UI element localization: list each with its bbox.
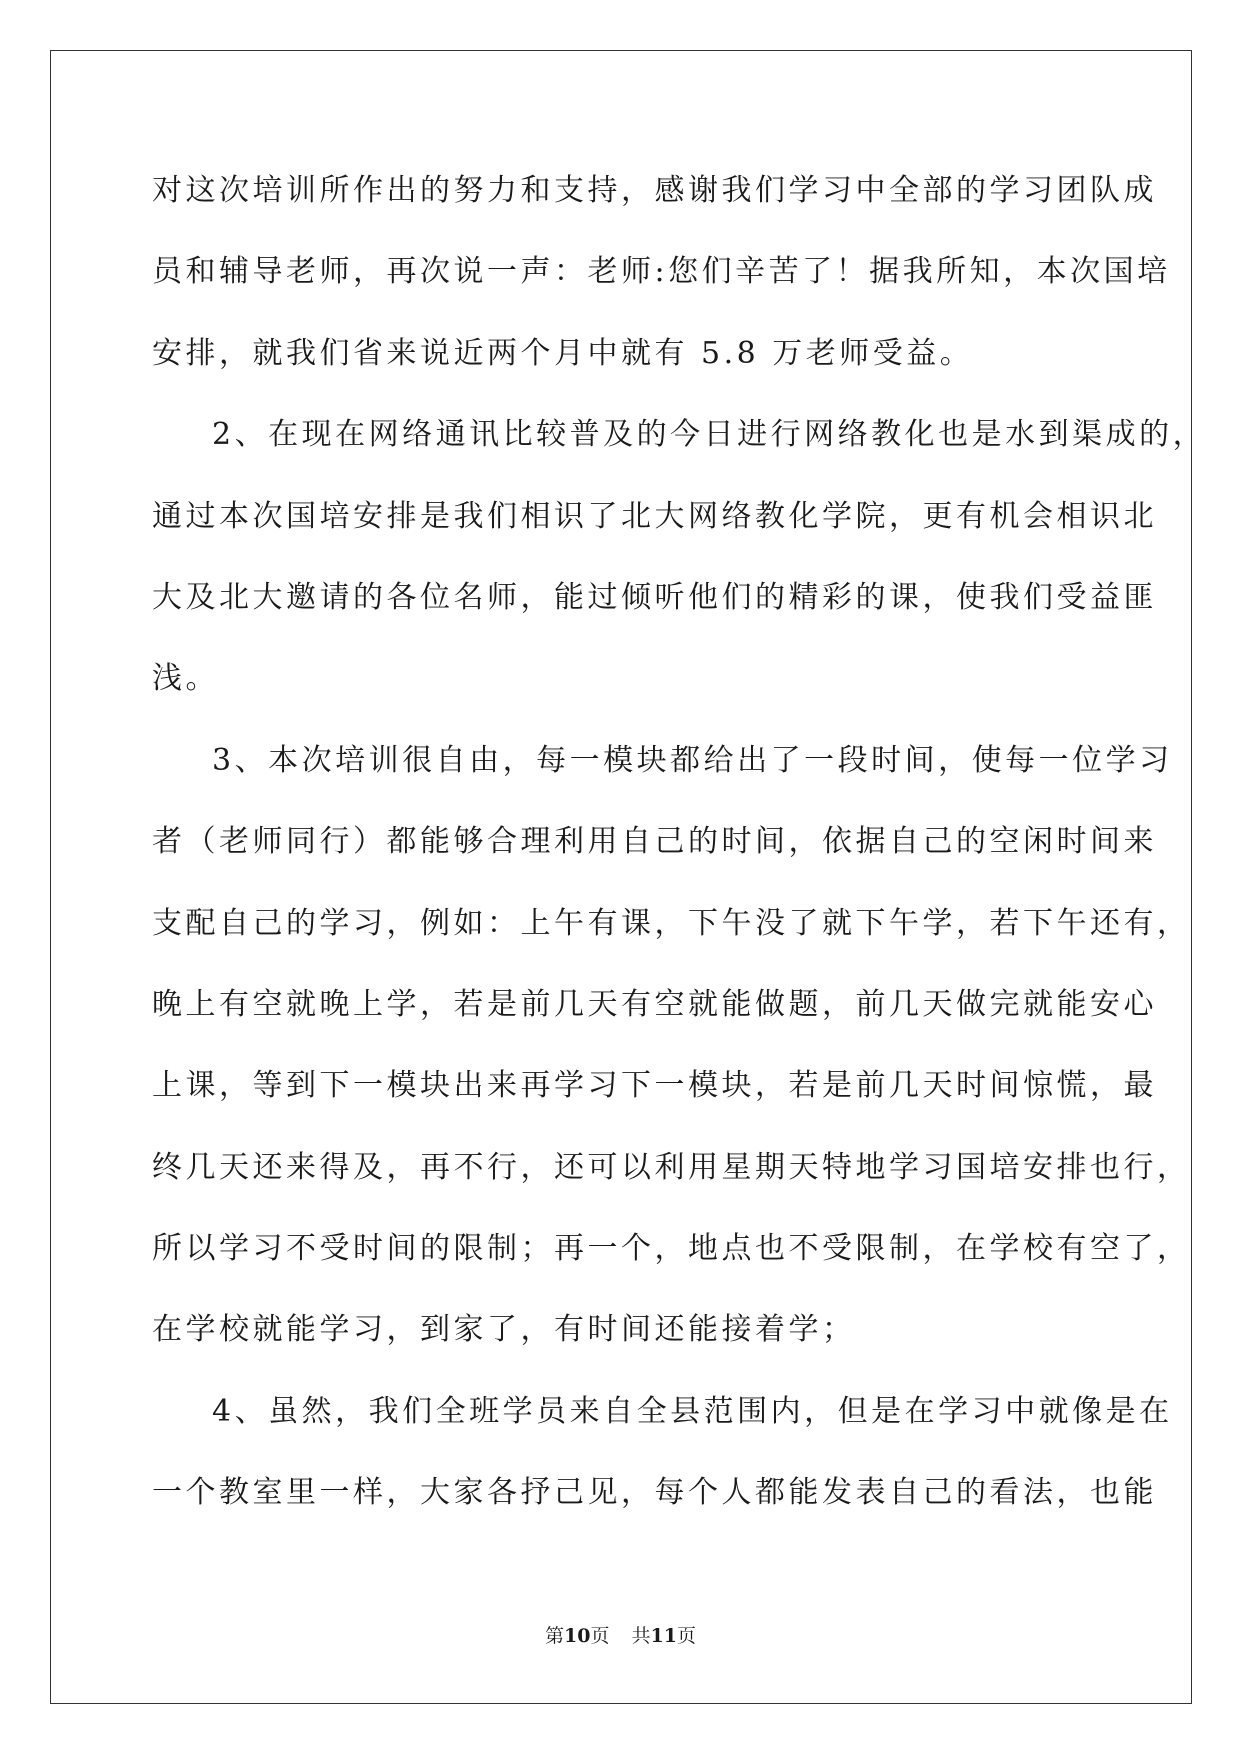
- footer-page-label: 页: [590, 1625, 610, 1647]
- total-pages-number: 11: [650, 1625, 677, 1647]
- text-line: 通过本次国培安排是我们相识了北大网络教化学院，更有机会相识北: [152, 498, 1157, 534]
- text-line: 一个教室里一样，大家各抒己见，每个人都能发表自己的看法，也能: [152, 1475, 1157, 1511]
- text-line: 者（老师同行）都能够合理利用自己的时间，依据自己的空闲时间来: [152, 824, 1157, 860]
- text-line: 支配自己的学习，例如：上午有课，下午没了就下午学，若下午还有，: [152, 905, 1191, 941]
- text-line: 晚上有空就晚上学，若是前几天有空就能做题，前几天做完就能安心: [152, 986, 1157, 1022]
- text-line: 员和辅导老师，再次说一声：老师:您们辛苦了！据我所知，本次国培: [152, 254, 1171, 290]
- text-line: 浅。: [152, 661, 219, 697]
- text-line: 对这次培训所作出的努力和支持，感谢我们学习中全部的学习团队成: [152, 173, 1157, 208]
- text-line: 所以学习不受时间的限制；再一个，地点也不受限制，在学校有空了，: [152, 1231, 1191, 1267]
- paragraph-2-start: 2、在现在网络通讯比较普及的今日进行网络教化也是水到渠成的，: [212, 417, 1207, 453]
- text-line: 终几天还来得及，再不行，还可以利用星期天特地学习国培安排也行，: [152, 1149, 1191, 1185]
- footer-total-prefix: 共: [631, 1625, 651, 1647]
- text-line: 大及北大邀请的各位名师，能过倾听他们的精彩的课，使我们受益匪: [152, 579, 1157, 615]
- current-page-number: 10: [564, 1625, 591, 1647]
- paragraph-3-start: 3、本次培训很自由，每一模块都给出了一段时间，使每一位学习: [212, 742, 1173, 778]
- footer-total-label: 页: [676, 1625, 696, 1647]
- footer-prefix: 第: [545, 1625, 565, 1647]
- page-footer: [0, 1624, 1241, 1648]
- text-line: 上课，等到下一模块出来再学习下一模块，若是前几天时间惊慌，最: [152, 1068, 1157, 1104]
- paragraph-4-start: 4、虽然，我们全班学员来自全县范围内，但是在学习中就像是在: [212, 1393, 1173, 1429]
- text-line: 安排，就我们省来说近两个月中就有 5.8 万老师受益。: [152, 335, 974, 371]
- document-body: [152, 150, 1207, 1534]
- text-line: 在学校就能学习，到家了，有时间还能接着学；: [152, 1312, 856, 1348]
